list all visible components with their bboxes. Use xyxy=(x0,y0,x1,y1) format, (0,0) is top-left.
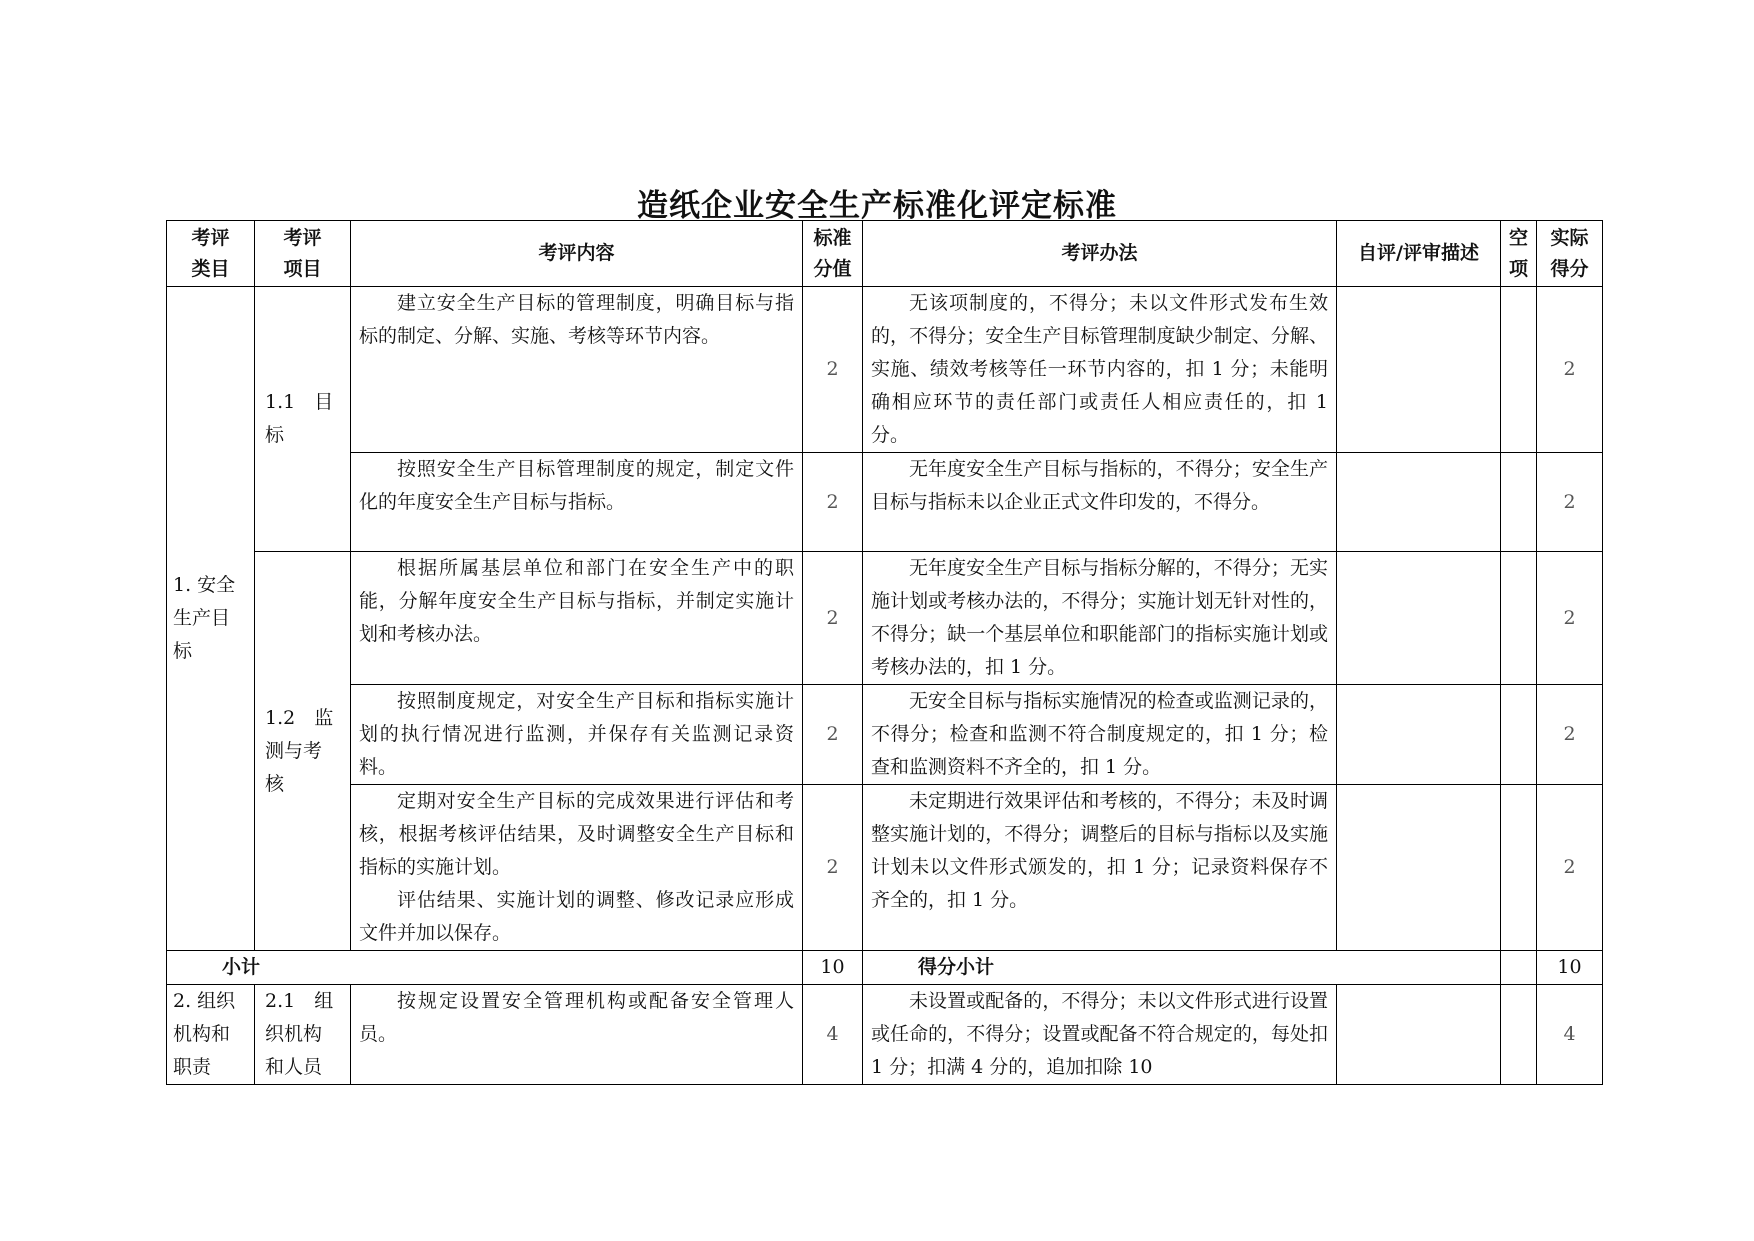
actual-cell: 2 xyxy=(1537,453,1603,552)
score-subtotal-label: 得分小计 xyxy=(863,951,1501,985)
category-cell: 2. 组织机构和职责 xyxy=(167,985,255,1085)
method-cell: 无安全目标与指标实施情况的检查或监测记录的，不得分；检查和监测不符合制度规定的，扣 1 分；检查和监测资料不齐全的，扣 1 分。 xyxy=(863,685,1337,785)
header-content: 考评内容 xyxy=(351,221,803,287)
content-cell: 按照安全生产目标管理制度的规定，制定文件化的年度安全生产目标与指标。 xyxy=(351,453,803,552)
method-cell: 无年度安全生产目标与指标分解的，不得分；无实施计划或考核办法的，不得分；实施计划无针对性的，不得分；缺一个基层单位和职能部门的指标实施计划或考核办法的，扣 1 分。 xyxy=(863,552,1337,685)
table-row xyxy=(167,685,1603,785)
method-cell: 无年度安全生产目标与指标的，不得分；安全生产目标与指标未以企业正式文件印发的，不得分。 xyxy=(863,453,1337,552)
subtotal-score: 10 xyxy=(803,951,863,985)
content-paragraph: 定期对安全生产目标的完成效果进行评估和考核，根据考核评估结果，及时调整安全生产目标和指标的实施计划。 xyxy=(359,790,794,878)
header-row xyxy=(167,221,1603,287)
empty-cell[interactable] xyxy=(1501,951,1537,985)
actual-cell: 2 xyxy=(1537,685,1603,785)
subtotal-label: 小计 xyxy=(167,951,803,985)
method-cell: 无该项制度的，不得分；未以文件形式发布生效的，不得分；安全生产目标管理制度缺少制定、分解、实施、绩效考核等任一环节内容的，扣 1 分；未能明确相应环节的责任部门或责任人相应责任的，扣 1 分。 xyxy=(863,287,1337,453)
header-category: 考评 类目 xyxy=(167,221,255,287)
score-cell: 2 xyxy=(803,785,863,951)
score-cell: 2 xyxy=(803,685,863,785)
table-row xyxy=(167,453,1603,552)
score-cell: 2 xyxy=(803,552,863,685)
table-row xyxy=(167,785,1603,951)
item-cell: 1.2 监测与考核 xyxy=(255,552,351,951)
header-score: 标准 分值 xyxy=(803,221,863,287)
category-cell: 1. 安全生产目标 xyxy=(167,287,255,951)
item-cell: 2.1 组织机构和人员 xyxy=(255,985,351,1085)
content-paragraph: 评估结果、实施计划的调整、修改记录应形成文件并加以保存。 xyxy=(359,889,794,944)
actual-cell: 4 xyxy=(1537,985,1603,1085)
header-item: 考评 项目 xyxy=(255,221,351,287)
review-cell[interactable] xyxy=(1337,685,1501,785)
table-row xyxy=(167,287,1603,453)
empty-cell[interactable] xyxy=(1501,785,1537,951)
method-cell: 未定期进行效果评估和考核的，不得分；未及时调整实施计划的，不得分；调整后的目标与指标以及实施计划未以文件形式颁发的，扣 1 分；记录资料保存不齐全的，扣 1 分。 xyxy=(863,785,1337,951)
header-actual: 实际 得分 xyxy=(1537,221,1603,287)
empty-cell[interactable] xyxy=(1501,552,1537,685)
page-title: 造纸企业安全生产标准化评定标准 xyxy=(637,188,1117,224)
content-cell: 按照制度规定，对安全生产目标和指标实施计划的执行情况进行监测，并保存有关监测记录资料。 xyxy=(351,685,803,785)
review-cell[interactable] xyxy=(1337,552,1501,685)
review-cell[interactable] xyxy=(1337,453,1501,552)
empty-cell[interactable] xyxy=(1501,287,1537,453)
header-method: 考评办法 xyxy=(863,221,1337,287)
score-cell: 2 xyxy=(803,453,863,552)
subtotal-row xyxy=(167,951,1603,985)
content-cell xyxy=(351,785,803,951)
score-cell: 4 xyxy=(803,985,863,1085)
method-cell: 未设置或配备的，不得分；未以文件形式进行设置或任命的，不得分；设置或配备不符合规定的，每处扣 1 分；扣满 4 分的，追加扣除 10 xyxy=(863,985,1337,1085)
review-cell[interactable] xyxy=(1337,785,1501,951)
standards-table xyxy=(166,220,1603,1085)
score-cell: 2 xyxy=(803,287,863,453)
content-cell: 根据所属基层单位和部门在安全生产中的职能，分解年度安全生产目标与指标，并制定实施计划和考核办法。 xyxy=(351,552,803,685)
review-cell[interactable] xyxy=(1337,985,1501,1085)
content-cell: 建立安全生产目标的管理制度，明确目标与指标的制定、分解、实施、考核等环节内容。 xyxy=(351,287,803,453)
actual-cell: 2 xyxy=(1537,287,1603,453)
actual-cell: 2 xyxy=(1537,552,1603,685)
header-review: 自评/评审描述 xyxy=(1337,221,1501,287)
empty-cell[interactable] xyxy=(1501,985,1537,1085)
actual-cell: 2 xyxy=(1537,785,1603,951)
item-cell: 1.1 目标 xyxy=(255,287,351,552)
subtotal-actual: 10 xyxy=(1537,951,1603,985)
header-empty: 空 项 xyxy=(1501,221,1537,287)
table-row xyxy=(167,985,1603,1085)
empty-cell[interactable] xyxy=(1501,453,1537,552)
review-cell[interactable] xyxy=(1337,287,1501,453)
content-cell: 按规定设置安全管理机构或配备安全管理人员。 xyxy=(351,985,803,1085)
empty-cell[interactable] xyxy=(1501,685,1537,785)
table-row xyxy=(167,552,1603,685)
